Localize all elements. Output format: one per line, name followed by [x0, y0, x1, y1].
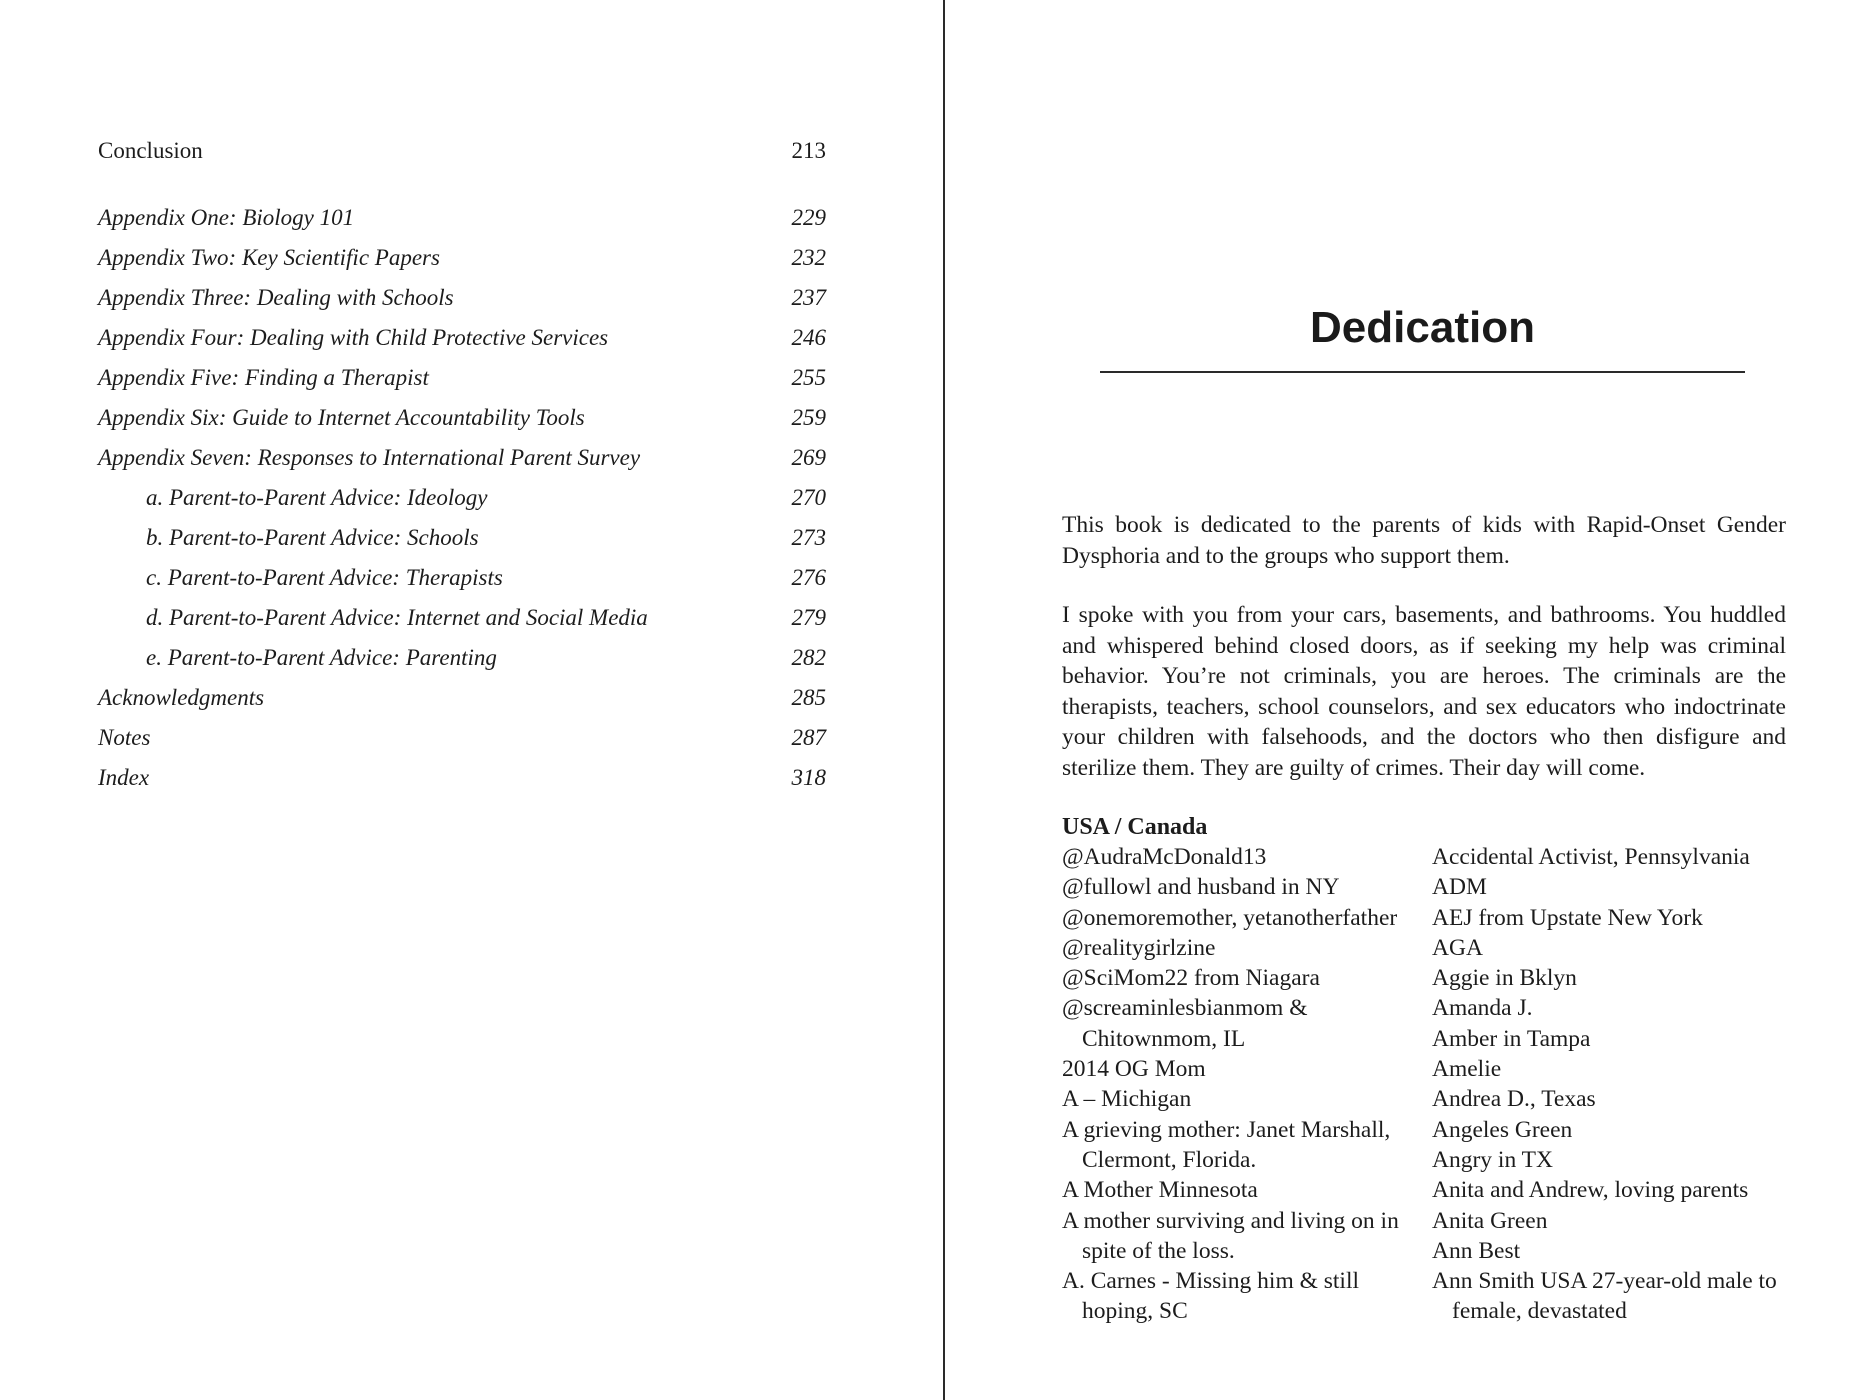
toc-entry-page: 255: [791, 365, 826, 390]
name-entry: Ann Best: [1432, 1237, 1521, 1264]
toc-subentry: [98, 520, 826, 556]
toc-subentry: [98, 600, 826, 636]
name-entry: @onemoremother, yetanotherfather: [1062, 904, 1398, 931]
dedication-paragraph: I spoke with you from your cars, basements, and bathrooms. You huddled and whispered behind closed doors, as if seeking my help was criminal behavior. You’re not criminals, you are heroes. The criminals are the therapists, teachers, school counselors, and sex educators who indoctrinate your children with falsehoods, and the doctors who then disfigure and sterilize them. They are guilty of crimes. Their day will come.: [1062, 602, 1786, 781]
toc-entry-title: Appendix Five: Finding a Therapist: [98, 365, 429, 390]
name-entry: @SciMom22 from Niagara: [1062, 965, 1320, 992]
name-entry: Anita Green: [1432, 1207, 1548, 1234]
name-entry: ADM: [1432, 874, 1487, 901]
name-entry: @fullowl and husband in NY: [1062, 874, 1340, 901]
toc-entry: [98, 440, 826, 476]
toc-entry: [98, 200, 826, 236]
toc-entry-title: e. Parent-to-Parent Advice: Parenting: [146, 645, 497, 670]
toc-entry-title: d. Parent-to-Parent Advice: Internet and Social Media: [146, 605, 648, 630]
toc-entry-page: 285: [791, 685, 826, 710]
name-entry: Andrea D., Texas: [1432, 1086, 1596, 1113]
toc-entry-page: 318: [791, 765, 826, 790]
toc-entry-page: 273: [791, 525, 826, 550]
name-entry: A mother surviving and living on in spite of the loss.: [1062, 1207, 1399, 1264]
toc-entry: [98, 320, 826, 356]
toc-entry-page: 287: [791, 725, 826, 750]
toc-entry: [98, 760, 826, 796]
dedication-paragraph: This book is dedicated to the parents of kids with Rapid-Onset Gender Dysphoria and to the groups who support them.: [1062, 512, 1786, 569]
name-entry: A. Carnes - Missing him & still hoping, SC: [1062, 1268, 1360, 1325]
toc-entry-title: Appendix Six: Guide to Internet Accountability Tools: [98, 405, 585, 430]
toc-entry-title: Conclusion: [98, 138, 203, 163]
toc-subentry: [98, 640, 826, 676]
name-entry: @screaminlesbianmom & Chitownmom, IL: [1062, 995, 1308, 1052]
name-entry: A – Michigan: [1062, 1086, 1192, 1113]
name-entry: A Mother Minnesota: [1062, 1177, 1258, 1204]
title-rule-divider: [1100, 371, 1745, 373]
toc-entry-page: 279: [791, 605, 826, 630]
name-entry: AEJ from Upstate New York: [1432, 904, 1703, 931]
toc-entry-title: Index: [98, 765, 150, 790]
toc-entry-page: 276: [791, 565, 826, 590]
toc-entry: [98, 240, 826, 276]
toc-entry: [98, 280, 826, 316]
toc-entry-page: 282: [791, 645, 826, 670]
dedication-title: Dedication: [1310, 303, 1535, 352]
name-entry: Angeles Green: [1432, 1116, 1573, 1143]
toc-entry: [98, 720, 826, 756]
toc-subentry: [98, 480, 826, 516]
toc-subentry: [98, 560, 826, 596]
toc-entry-title: Appendix Seven: Responses to International Parent Survey: [98, 445, 641, 470]
toc-entry-title: Appendix Four: Dealing with Child Protective Services: [98, 325, 609, 350]
dedication-page: [945, 0, 1866, 1400]
name-entry: AGA: [1432, 934, 1483, 961]
toc-entry: [98, 133, 826, 169]
name-entry: Angry in TX: [1432, 1146, 1553, 1173]
names-column-left: [1062, 842, 1422, 1327]
name-entry: @realitygirlzine: [1062, 934, 1216, 961]
toc-entry: [98, 360, 826, 396]
toc-entry-page: 213: [791, 138, 826, 163]
region-heading: USA / Canada: [1062, 814, 1208, 840]
toc-entry-page: 259: [791, 405, 826, 430]
toc-entry-page: 269: [791, 445, 826, 470]
toc-entry: [98, 680, 826, 716]
toc-entry-title: b. Parent-to-Parent Advice: Schools: [146, 525, 479, 550]
toc-entry-title: Notes: [98, 725, 151, 750]
name-entry: Amanda J.: [1432, 995, 1533, 1022]
name-entry: Anita and Andrew, loving parents: [1432, 1177, 1749, 1204]
toc-entry-page: 237: [791, 285, 826, 310]
toc-entry-title: Acknowledgments: [98, 685, 265, 710]
toc-entry-page: 232: [791, 245, 826, 270]
name-entry: 2014 OG Mom: [1062, 1056, 1206, 1083]
toc-entry-title: Appendix One: Biology 101: [98, 205, 355, 230]
name-entry: Ann Smith USA 27-year-old male to female, devastated: [1432, 1268, 1777, 1325]
toc-entry-title: Appendix Three: Dealing with Schools: [98, 285, 454, 310]
names-column-right: [1432, 842, 1792, 1327]
name-entry: Accidental Activist, Pennsylvania: [1432, 844, 1750, 870]
name-entry: @AudraMcDonald13: [1062, 844, 1267, 870]
name-entry: Aggie in Bklyn: [1432, 965, 1577, 992]
toc-entry: [98, 400, 826, 436]
toc-entry-title: Appendix Two: Key Scientific Papers: [98, 245, 440, 270]
toc-entry-page: 229: [791, 205, 826, 230]
name-entry: Amelie: [1432, 1056, 1502, 1083]
toc-entry-title: a. Parent-to-Parent Advice: Ideology: [146, 485, 488, 510]
name-entry: A grieving mother: Janet Marshall, Clermont, Florida.: [1062, 1116, 1391, 1173]
toc-entry-title: c. Parent-to-Parent Advice: Therapists: [146, 565, 503, 590]
toc-entry-page: 270: [791, 485, 826, 510]
name-entry: Amber in Tampa: [1432, 1025, 1591, 1052]
toc-entry-page: 246: [791, 325, 826, 350]
